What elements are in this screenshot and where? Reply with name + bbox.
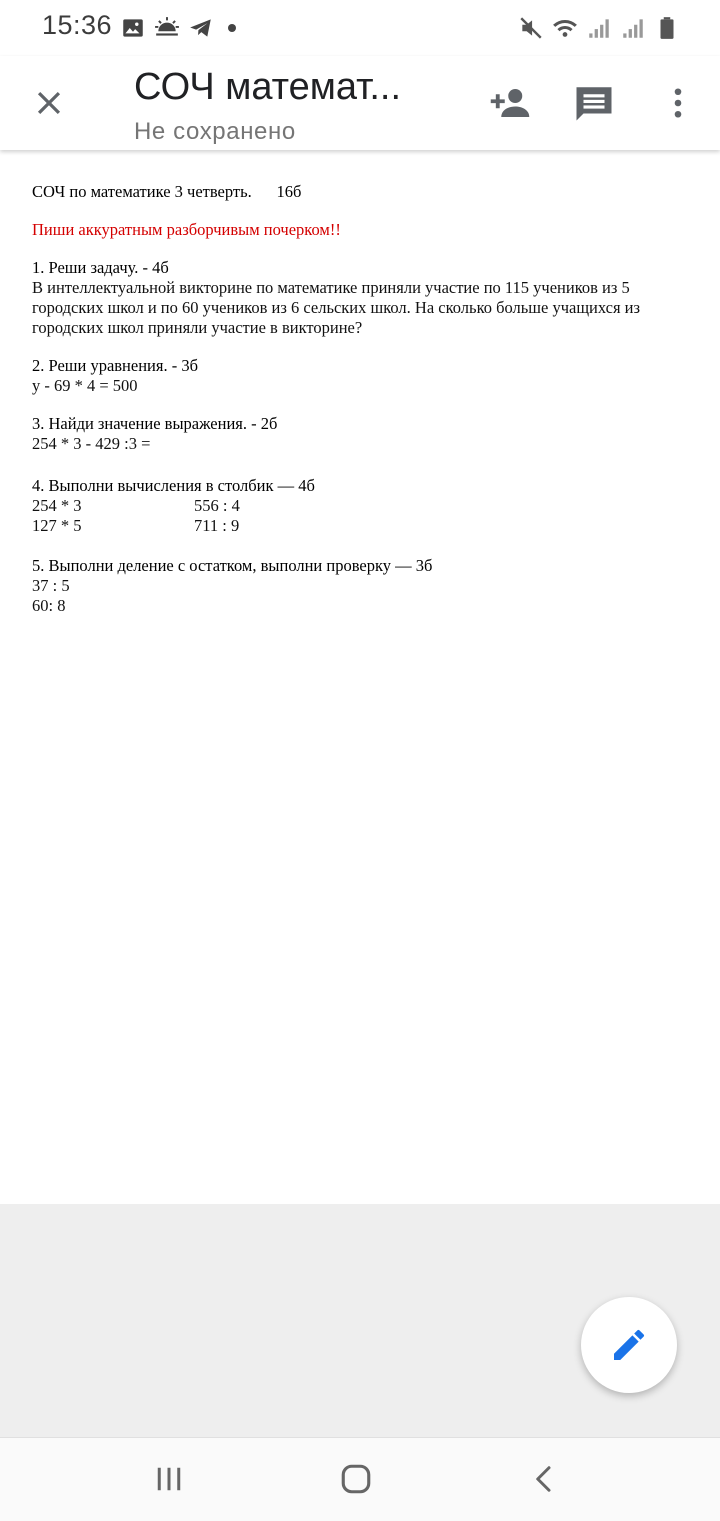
- task5-title: 5. Выполни деление с остатком, выполни проверку — 3б: [32, 556, 433, 575]
- save-status: Не сохранено: [134, 118, 296, 145]
- weather-icon: [154, 15, 180, 41]
- document-page[interactable]: [0, 150, 720, 1204]
- status-icons-left: [120, 14, 236, 42]
- task4-row: [32, 516, 692, 536]
- document-title: СОЧ математ...: [134, 66, 402, 108]
- task1-text-line: городских школ и по 60 учеников из 6 сельских школ. На сколько больше учащихся из: [32, 298, 641, 317]
- task2-equation: у - 69 * 4 = 500: [32, 376, 138, 395]
- status-time: 15:36: [42, 10, 113, 40]
- more-options-button[interactable]: [653, 78, 703, 128]
- task3-expression: 254 * 3 - 429 :3 =: [32, 434, 151, 453]
- comment-icon: [573, 82, 615, 124]
- system-nav-bar: [0, 1437, 720, 1521]
- task2-title: 2. Реши уравнения. - 3б: [32, 356, 198, 375]
- task4-title: 4. Выполни вычисления в столбик — 4б: [32, 476, 315, 495]
- comments-button[interactable]: [569, 78, 619, 128]
- recents-button[interactable]: [139, 1454, 199, 1504]
- recents-icon: [154, 1464, 184, 1494]
- home-button[interactable]: [326, 1454, 386, 1504]
- back-button[interactable]: [514, 1454, 574, 1504]
- signal-icon-2: [620, 15, 646, 41]
- close-button[interactable]: [24, 78, 74, 128]
- battery-icon: [654, 15, 680, 41]
- task4-item: 711 : 9: [194, 516, 240, 535]
- task1-text-line: В интеллектуальной викторине по математике приняли участие по 115 учеников из 5: [32, 278, 630, 297]
- status-icons-right: [518, 14, 680, 42]
- more-vert-icon: [660, 85, 696, 121]
- share-button[interactable]: [485, 78, 535, 128]
- task5-item: 37 : 5: [32, 576, 70, 595]
- task4-item: 556 : 4: [194, 496, 240, 515]
- back-icon: [529, 1464, 559, 1494]
- doc-warning: Пиши аккуратным разборчивым почерком!!: [32, 220, 341, 239]
- notification-dot: [228, 24, 236, 32]
- mute-icon: [518, 15, 544, 41]
- signal-icon: [586, 15, 612, 41]
- task1-title: 1. Реши задачу. - 4б: [32, 258, 169, 277]
- doc-header: СОЧ по математике 3 четверть. 16б: [32, 182, 302, 201]
- status-bar: [0, 0, 720, 56]
- home-icon: [339, 1462, 373, 1496]
- edit-button[interactable]: [581, 1297, 677, 1393]
- app-bar: [0, 56, 720, 150]
- document-content: [32, 182, 692, 616]
- task4-item: 254 * 3: [32, 496, 82, 515]
- task1-text-line: городских школ приняли участие в викторине?: [32, 318, 363, 337]
- task5-item: 60: 8: [32, 596, 66, 615]
- task4-item: 127 * 5: [32, 516, 82, 535]
- task3-title: 3. Найди значение выражения. - 2б: [32, 414, 278, 433]
- image-icon: [120, 15, 146, 41]
- pencil-icon: [609, 1325, 649, 1365]
- telegram-icon: [188, 15, 214, 41]
- wifi-icon: [552, 15, 578, 41]
- close-icon: [34, 88, 64, 118]
- add-person-icon: [489, 82, 531, 124]
- task4-row: [32, 496, 692, 516]
